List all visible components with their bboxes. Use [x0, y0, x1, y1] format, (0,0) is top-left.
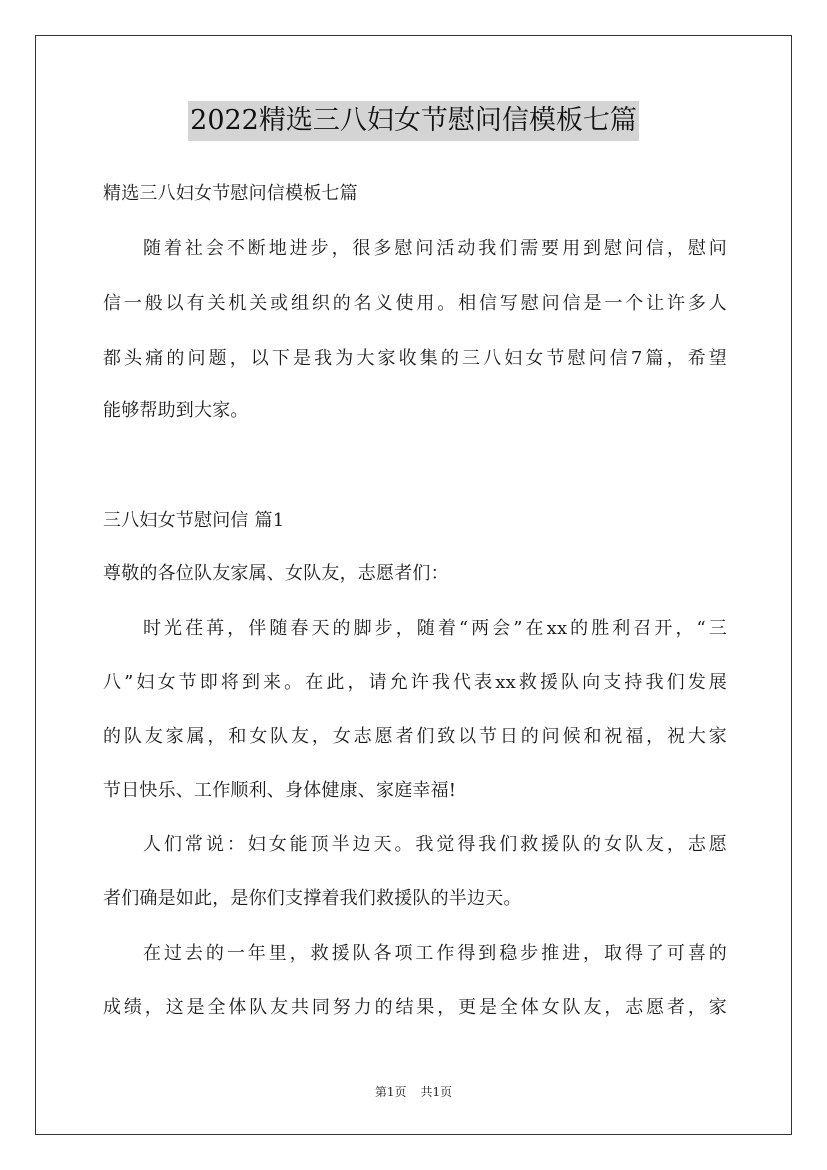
intro-line-4: 能够帮助到大家。: [103, 400, 249, 421]
salutation: 尊敬的各位队友家属、女队友，志愿者们：: [103, 563, 449, 584]
page-footer: [0, 1083, 827, 1101]
body-line-1: 时光荏苒，伴随春天的脚步，随着“两会”在xx的胜利召开，“三: [143, 618, 727, 639]
intro-line-1: 随着社会不断地进步，很多慰问活动我们需要用到慰问信，慰问: [143, 238, 727, 259]
body-line-7: 在过去的一年里，救援队各项工作得到稳步推进，取得了可喜的: [143, 943, 727, 964]
intro-line-3: 都头痛的问题，以下是我为大家收集的三八妇女节慰问信7篇，希望: [103, 348, 727, 369]
body-line-2: 八”妇女节即将到来。在此，请允许我代表xx救援队向支持我们发展: [103, 672, 727, 693]
body-line-4: 节日快乐、工作顺利、身体健康、家庭幸福!: [103, 780, 457, 801]
page-total: 共1页: [420, 1085, 453, 1099]
body-line-5: 人们常说：妇女能顶半边天。我觉得我们救援队的女队友，志愿: [143, 834, 727, 855]
body-line-8: 成绩，这是全体队友共同努力的结果，更是全体女队友，志愿者，家: [103, 997, 727, 1018]
document-title: 2022精选三八妇女节慰问信模板七篇: [188, 101, 639, 141]
title-container: [0, 101, 827, 141]
section-heading: 三八妇女节慰问信 篇1: [103, 510, 285, 531]
body-line-6: 者们确是如此，是你们支撑着我们救援队的半边天。: [103, 888, 522, 909]
body-line-3: 的队友家属，和女队友，女志愿者们致以节日的问候和祝福，祝大家: [103, 726, 727, 747]
intro-line-2: 信一般以有关机关或组织的名义使用。相信写慰问信是一个让许多人: [103, 293, 727, 314]
document-subtitle: 精选三八妇女节慰问信模板七篇: [103, 183, 358, 204]
page-number: 第1页: [374, 1085, 407, 1099]
